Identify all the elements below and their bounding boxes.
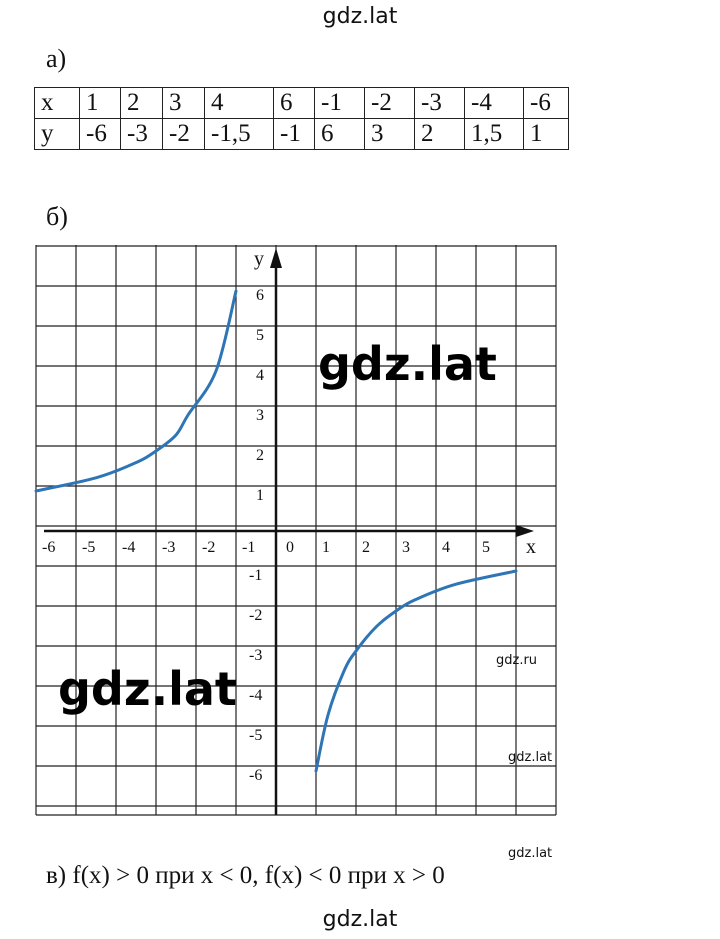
table-cell: 3 [163,88,205,119]
y-tick-label: -5 [249,727,263,744]
x-tick-label: -1 [242,539,256,556]
watermark-small-1: gdz.lat [508,750,553,765]
table-cell: -6 [524,88,569,119]
table-cell: 3 [365,119,415,150]
table-cell: -2 [163,119,205,150]
table-cell: x [35,88,80,119]
y-tick-label: -6 [249,767,263,784]
y-tick-label: 1 [256,487,264,504]
table-cell: 1 [80,88,121,119]
x-tick-label: -6 [42,539,56,556]
y-tick-label: -2 [249,607,263,624]
axes [44,248,536,815]
x-tick-label: -3 [162,539,176,556]
hyperbola-branch-2 [316,571,516,771]
hyperbola-branch-1 [36,291,236,491]
y-tick-label: 5 [256,327,264,344]
x-tick-label: 4 [442,539,450,556]
x-tick-label: -2 [202,539,216,556]
y-tick-label: 6 [256,287,264,304]
y-tick-label: 2 [256,447,264,464]
watermark-layer [58,337,552,860]
x-tick-label: -4 [122,539,136,556]
table-cell: y [35,119,80,150]
x-axis-label: x [526,536,536,558]
watermark-big-1: gdz.lat [318,337,497,391]
watermark-big-2: gdz.lat [58,662,237,716]
part-b-label: б) [46,202,68,231]
x-tick-label: 0 [286,539,294,556]
y-tick-label: -1 [249,567,263,584]
part-a-label: а) [46,44,67,73]
watermark-small-2: gdz.lat [508,846,553,860]
watermark-bottom: gdz.lat [322,907,398,932]
watermark-small-ru: gdz.ru [496,653,538,668]
y-tick-label: -3 [249,647,263,664]
table-cell: 1,5 [465,119,524,150]
table-cell: -1,5 [205,119,274,150]
table-cell: 6 [274,88,315,119]
y-tick-label: 3 [256,407,264,424]
table-cell: -4 [465,88,524,119]
x-tick-label: 1 [322,539,330,556]
part-v-conclusion: в) f(x) > 0 при x < 0, f(x) < 0 при x > 0 [46,862,445,889]
table-cell: 2 [415,119,465,150]
table-cell: 1 [524,119,569,150]
x-tick-label: 5 [482,539,490,556]
table-cell: -1 [274,119,315,150]
y-tick-label: 4 [256,367,264,384]
x-tick-label: -5 [82,539,96,556]
y-axis-label: y [254,248,264,270]
table-cell: -1 [315,88,365,119]
table-cell: -3 [121,119,163,150]
watermark-top: gdz.lat [322,4,398,29]
table-cell: -6 [80,119,121,150]
table-cell: -3 [415,88,465,119]
x-tick-label: 3 [402,539,410,556]
table-cell: 2 [121,88,163,119]
table-cell: -2 [365,88,415,119]
y-tick-label: -4 [249,687,263,704]
x-tick-label: 2 [362,539,370,556]
table-cell: 6 [315,119,365,150]
y-axis-arrow [270,248,282,268]
table-cell: 4 [205,88,274,119]
